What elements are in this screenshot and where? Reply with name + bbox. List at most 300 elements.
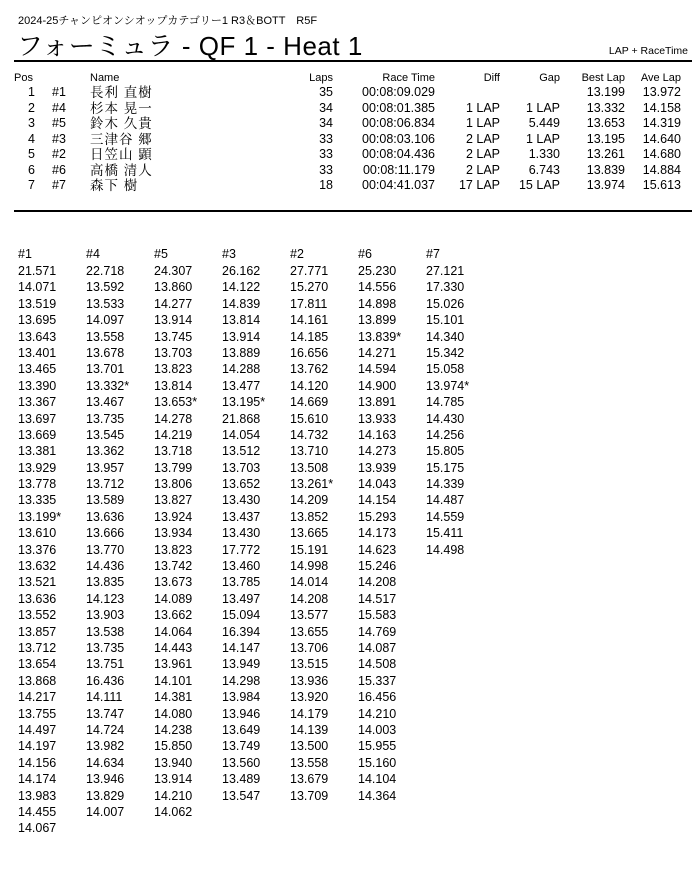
lap-time: 13.899 (358, 313, 397, 328)
report-mode-label: LAP + RaceTime (608, 45, 688, 57)
lap-time: 13.889 (222, 345, 261, 360)
lap-time: 14.839 (222, 296, 261, 311)
lap-time: 13.552 (18, 608, 57, 623)
laps: 33 (319, 131, 333, 146)
lap-time: 14.900 (358, 378, 397, 393)
lap-time: 14.455 (18, 804, 57, 819)
race-time: 00:08:11.179 (362, 162, 435, 177)
car-number: #7 (52, 178, 66, 192)
lap-time: 14.339 (426, 477, 465, 492)
position: 7 (28, 178, 35, 192)
lap-time: 13.636 (86, 509, 125, 524)
lap-time: 13.465 (18, 362, 57, 377)
lap-time: 13.829 (86, 788, 125, 803)
lap-time: 14.217 (18, 690, 57, 705)
lap-time: 17.811 (290, 296, 328, 311)
lap-time: 15.094 (222, 608, 261, 623)
lap-time: 14.185 (290, 329, 329, 344)
lap-time: 13.709 (290, 788, 329, 803)
lap-time: 13.367 (18, 395, 57, 410)
lap-time: 14.238 (154, 722, 193, 737)
lap-time: 13.477 (222, 378, 261, 393)
best-lap: 13.974 (586, 178, 625, 192)
lap-time: 13.669 (18, 427, 57, 442)
lap-time: 13.949 (222, 657, 261, 672)
series-subtitle: 2024-25チャンピオンシオップカテゴリー1 R3＆BOTT R5F (18, 15, 318, 27)
results-header-row (14, 71, 681, 85)
lap-time: 13.749 (222, 739, 261, 754)
table-row (14, 163, 681, 179)
lap-time: 14.111 (86, 690, 123, 705)
lap-time: 13.332* (86, 378, 130, 393)
lap-time: 13.558 (290, 755, 329, 770)
car-number: #4 (52, 100, 66, 115)
table-row (14, 147, 681, 163)
lap-time: 15.583 (358, 608, 397, 623)
lap-time: 13.695 (18, 313, 57, 328)
ave-lap: 14.319 (642, 116, 681, 130)
lap-time: 13.519 (18, 296, 57, 311)
lap-time: 15.026 (426, 296, 465, 311)
lap-time: 14.594 (358, 362, 397, 377)
gap: 5.449 (528, 116, 560, 130)
position: 6 (28, 162, 35, 177)
lap-time: 13.747 (86, 706, 125, 721)
position: 5 (28, 147, 35, 161)
lap-time: 15.101 (426, 313, 465, 328)
lap-time: 14.080 (154, 706, 193, 721)
lap-time: 14.210 (358, 706, 397, 721)
lap-time: 13.957 (86, 460, 125, 475)
laps: 33 (319, 162, 333, 177)
lap-time: 14.732 (290, 427, 329, 442)
lap-column-header: #4 (86, 247, 100, 261)
lap-time: 15.058 (426, 362, 465, 377)
lap-time: 15.610 (290, 411, 329, 426)
lap-time: 14.898 (358, 296, 397, 311)
lap-time: 13.982 (86, 739, 125, 754)
lap-time: 13.770 (86, 542, 125, 557)
best-lap: 13.332 (586, 100, 625, 115)
best-lap: 13.199 (586, 85, 625, 99)
lap-time: 13.467 (86, 395, 125, 410)
lap-time: 13.500 (290, 739, 329, 754)
best-lap: 13.839 (586, 162, 625, 177)
lap-time: 13.199* (18, 509, 62, 524)
lap-time: 13.655 (290, 624, 329, 639)
lap-time: 13.718 (154, 444, 193, 459)
lap-column (86, 246, 154, 837)
lap-time: 13.751 (86, 657, 125, 672)
lap-time: 21.868 (222, 411, 261, 426)
lap-time: 13.376 (18, 542, 57, 557)
lap-time: 14.559 (426, 509, 465, 524)
lap-time: 14.724 (86, 722, 125, 737)
lap-time: 14.669 (290, 395, 329, 410)
lap-time: 13.823 (154, 542, 193, 557)
lap-time: 13.662 (154, 608, 193, 623)
col-gap: Gap (539, 72, 560, 84)
lap-time: 13.560 (222, 755, 261, 770)
diff (435, 85, 500, 101)
diff: 2 LAP (465, 147, 500, 161)
lap-time: 13.924 (154, 509, 193, 524)
lap-time: 13.806 (154, 477, 193, 492)
gap: 6.743 (528, 162, 560, 177)
ave-lap: 14.680 (642, 147, 681, 161)
table-row (14, 132, 681, 148)
lap-time: 14.340 (426, 329, 465, 344)
lap-time: 14.623 (358, 542, 397, 557)
lap-time: 22.718 (86, 264, 125, 278)
col-diff: Diff (483, 72, 500, 84)
lap-time: 13.653* (154, 395, 198, 410)
lap-time: 16.436 (86, 673, 125, 688)
lap-time: 14.381 (154, 690, 193, 705)
lap-time: 14.256 (426, 427, 465, 442)
lap-time: 14.123 (86, 591, 125, 606)
lap-time: 14.147 (222, 640, 261, 655)
table-row (14, 178, 681, 194)
race-time: 00:08:04.436 (362, 147, 435, 161)
lap-time: 13.778 (18, 477, 57, 492)
lap-time: 13.512 (222, 444, 261, 459)
lap-time: 13.742 (154, 559, 193, 574)
position: 3 (28, 116, 35, 130)
lap-time: 13.390 (18, 378, 57, 393)
lap-time: 13.533 (86, 296, 125, 311)
position: 1 (28, 85, 35, 99)
lap-time: 13.489 (222, 772, 261, 787)
page-title: フォーミュラ - QF 1 - Heat 1 (17, 31, 363, 61)
lap-time: 13.929 (18, 460, 57, 475)
lap-time: 14.785 (426, 395, 465, 410)
lap-time: 13.914 (222, 329, 261, 344)
lap-time: 13.335 (18, 493, 57, 508)
car-number: #6 (52, 162, 66, 177)
lap-time: 14.174 (18, 772, 57, 787)
lap-time: 14.122 (222, 280, 261, 295)
lap-column-header: #1 (18, 247, 32, 261)
table-row (14, 101, 681, 117)
driver-name: 杉本 晃一 (90, 100, 153, 116)
lap-time: 13.701 (86, 362, 125, 377)
lap-time: 13.936 (290, 673, 329, 688)
lap-time: 14.197 (18, 739, 57, 754)
car-number: #2 (52, 147, 66, 161)
best-lap: 13.261 (586, 147, 625, 161)
lap-time: 14.556 (358, 280, 397, 295)
lap-time: 13.558 (86, 329, 125, 344)
lap-time: 13.430 (222, 493, 261, 508)
race-time: 00:08:01.385 (362, 100, 435, 115)
lap-time: 13.538 (86, 624, 125, 639)
race-time: 00:08:06.834 (362, 116, 435, 130)
lap-column-header: #2 (290, 247, 304, 261)
lap-time: 14.497 (18, 722, 57, 737)
laps: 34 (319, 100, 333, 115)
lap-time: 13.983 (18, 788, 57, 803)
lap-time: 17.772 (222, 542, 261, 557)
lap-time: 14.003 (358, 722, 397, 737)
lap-time: 14.271 (358, 345, 397, 360)
car-number: #1 (52, 85, 66, 99)
lap-time: 15.411 (426, 526, 464, 541)
lap-time: 13.823 (154, 362, 193, 377)
lap-time: 13.589 (86, 493, 125, 508)
lap-time: 13.755 (18, 706, 57, 721)
lap-time: 26.162 (222, 264, 261, 278)
best-lap: 13.653 (586, 116, 625, 130)
lap-time: 14.120 (290, 378, 329, 393)
car-number: #3 (52, 131, 66, 146)
lap-time: 14.210 (154, 788, 193, 803)
table-row (14, 85, 681, 101)
lap-time: 13.799 (154, 460, 193, 475)
driver-name: 森下 樹 (90, 178, 139, 193)
lap-time: 14.139 (290, 722, 329, 737)
driver-name: 三津谷 郷 (90, 131, 153, 147)
col-pos: Pos (14, 72, 33, 84)
lap-time: 13.946 (86, 772, 125, 787)
ave-lap: 14.158 (642, 100, 681, 115)
lap-time: 13.654 (18, 657, 57, 672)
gap: 15 LAP (518, 178, 560, 192)
lap-time: 13.891 (358, 395, 397, 410)
lap-time: 13.195* (222, 395, 266, 410)
lap-time: 14.430 (426, 411, 465, 426)
lap-time: 13.914 (154, 772, 193, 787)
gap: 1 LAP (525, 131, 560, 146)
lap-time: 13.703 (154, 345, 193, 360)
lap-time: 14.173 (358, 526, 397, 541)
lap-time: 14.508 (358, 657, 397, 672)
lap-time: 14.487 (426, 493, 465, 508)
lap-time: 13.515 (290, 657, 329, 672)
lap-column-header: #3 (222, 247, 236, 261)
lap-time: 14.071 (18, 280, 57, 295)
lap-time: 13.508 (290, 460, 329, 475)
lap-time: 13.673 (154, 575, 193, 590)
lap-time: 14.277 (154, 296, 193, 311)
lap-time: 14.156 (18, 755, 57, 770)
lap-time: 13.497 (222, 591, 261, 606)
lap-time: 14.208 (358, 575, 397, 590)
lap-time: 13.665 (290, 526, 329, 541)
lap-time: 13.697 (18, 411, 57, 426)
lap-time: 14.436 (86, 559, 125, 574)
lap-time: 15.246 (358, 559, 397, 574)
lap-column (426, 246, 494, 837)
lap-time: 15.850 (154, 739, 193, 754)
lap-time: 13.946 (222, 706, 261, 721)
lap-time: 14.089 (154, 591, 193, 606)
laps: 34 (319, 116, 333, 130)
lap-time: 13.939 (358, 460, 397, 475)
lap-time: 27.121 (426, 264, 465, 278)
race-time: 00:08:09.029 (362, 85, 435, 99)
lap-time: 14.498 (426, 542, 465, 557)
lap-time: 24.307 (154, 264, 193, 278)
race-time: 00:04:41.037 (362, 178, 435, 192)
lap-time: 13.835 (86, 575, 125, 590)
lap-time: 13.401 (18, 345, 57, 360)
lap-time: 15.175 (426, 460, 465, 475)
ave-lap: 15.613 (642, 178, 681, 192)
lap-time: 13.762 (290, 362, 329, 377)
lap-time: 14.219 (154, 427, 193, 442)
ave-lap: 13.972 (642, 85, 681, 99)
lap-time: 27.771 (290, 264, 329, 278)
car-number: #5 (52, 116, 66, 130)
lap-time: 14.154 (358, 493, 397, 508)
lap-time: 13.636 (18, 591, 57, 606)
lap-time: 13.984 (222, 690, 261, 705)
lap-time: 13.920 (290, 690, 329, 705)
lap-time: 13.545 (86, 427, 125, 442)
lap-time: 13.857 (18, 624, 57, 639)
lap-time: 14.769 (358, 624, 397, 639)
col-race-time: Race Time (382, 72, 435, 84)
driver-name: 鈴木 久貴 (90, 116, 153, 131)
lap-time: 13.678 (86, 345, 125, 360)
col-ave-lap: Ave Lap (640, 72, 681, 84)
lap-time: 13.460 (222, 559, 261, 574)
lap-time: 13.592 (86, 280, 125, 295)
lap-time: 15.160 (358, 755, 397, 770)
lap-time: 13.712 (18, 640, 57, 655)
lap-column (18, 246, 86, 837)
gap: 1.330 (528, 147, 560, 161)
lap-column (290, 246, 358, 837)
lap-time: 13.712 (86, 477, 125, 492)
lap-time: 13.914 (154, 313, 193, 328)
lap-column-header: #6 (358, 247, 372, 261)
lap-time: 13.521 (18, 575, 57, 590)
laps: 33 (319, 147, 333, 161)
gap (500, 85, 560, 101)
lap-time: 14.179 (290, 706, 329, 721)
lap-column (154, 246, 222, 837)
lap-time: 13.381 (18, 444, 57, 459)
results-table (14, 71, 681, 194)
lap-time: 15.342 (426, 345, 465, 360)
position: 2 (28, 100, 35, 115)
lap-time: 13.437 (222, 509, 261, 524)
diff: 2 LAP (465, 131, 500, 146)
lap-time: 13.933 (358, 411, 397, 426)
lap-time: 14.298 (222, 673, 261, 688)
lap-time: 14.517 (358, 591, 397, 606)
lap-time: 13.814 (154, 378, 193, 393)
lap-time: 13.735 (86, 411, 125, 426)
lap-time: 13.785 (222, 575, 261, 590)
diff: 1 LAP (465, 116, 500, 130)
col-best-lap: Best Lap (581, 72, 625, 84)
race-time: 00:08:03.106 (362, 131, 435, 146)
lap-time: 14.104 (358, 772, 397, 787)
lap-column-header: #7 (426, 247, 440, 261)
lap-time: 16.456 (358, 690, 397, 705)
lap-time: 14.097 (86, 313, 125, 328)
lap-times-grid (18, 246, 494, 837)
lap-time: 14.273 (358, 444, 397, 459)
lap-column-header: #5 (154, 247, 168, 261)
lap-time: 13.852 (290, 509, 329, 524)
lap-time: 14.634 (86, 755, 125, 770)
lap-time: 14.101 (154, 673, 193, 688)
diff: 17 LAP (458, 178, 500, 192)
lap-time: 13.632 (18, 559, 57, 574)
lap-time: 25.230 (358, 264, 397, 278)
ave-lap: 14.640 (642, 131, 681, 146)
lap-time: 14.062 (154, 804, 193, 819)
lap-time: 14.209 (290, 493, 329, 508)
lap-time: 21.571 (18, 264, 57, 278)
lap-time: 13.710 (290, 444, 329, 459)
driver-name: 日笠山 顕 (90, 147, 153, 162)
lap-time: 13.577 (290, 608, 329, 623)
lap-time: 14.364 (358, 788, 397, 803)
lap-time: 13.940 (154, 755, 193, 770)
lap-time: 15.337 (358, 673, 397, 688)
lap-time: 14.067 (18, 821, 57, 836)
lap-time: 14.288 (222, 362, 261, 377)
driver-name: 高橋 清人 (90, 162, 153, 178)
lap-time: 13.362 (86, 444, 125, 459)
lap-time: 13.666 (86, 526, 125, 541)
lap-time: 16.394 (222, 624, 261, 639)
diff: 1 LAP (465, 100, 500, 115)
lap-time: 15.955 (358, 739, 397, 754)
results-bottom-rule (14, 210, 692, 212)
table-row (14, 116, 681, 132)
lap-time: 14.087 (358, 640, 397, 655)
lap-time: 13.827 (154, 493, 193, 508)
lap-time: 13.839* (358, 329, 402, 344)
lap-time: 13.706 (290, 640, 329, 655)
position: 4 (28, 131, 35, 146)
lap-time: 13.868 (18, 673, 57, 688)
laps: 18 (319, 178, 333, 192)
ave-lap: 14.884 (642, 162, 681, 177)
lap-time: 13.430 (222, 526, 261, 541)
col-name: Name (90, 72, 120, 84)
lap-time: 13.961 (154, 657, 193, 672)
best-lap: 13.195 (586, 131, 625, 146)
lap-time: 13.649 (222, 722, 261, 737)
lap-time: 13.860 (154, 280, 193, 295)
diff: 2 LAP (465, 162, 500, 177)
lap-time: 13.735 (86, 640, 125, 655)
lap-column (222, 246, 290, 837)
lap-time: 13.903 (86, 608, 125, 623)
lap-time: 13.745 (154, 329, 193, 344)
lap-time: 14.998 (290, 559, 329, 574)
lap-time: 14.443 (154, 640, 193, 655)
lap-time: 14.161 (290, 313, 329, 328)
laps: 35 (319, 85, 333, 99)
results-body (14, 85, 681, 194)
lap-time: 13.703 (222, 460, 261, 475)
lap-time: 14.163 (358, 427, 397, 442)
lap-time: 13.652 (222, 477, 261, 492)
lap-time: 14.054 (222, 427, 261, 442)
col-number (52, 71, 90, 85)
lap-time: 15.191 (290, 542, 329, 557)
lap-time: 14.064 (154, 624, 193, 639)
lap-time: 14.007 (86, 804, 125, 819)
